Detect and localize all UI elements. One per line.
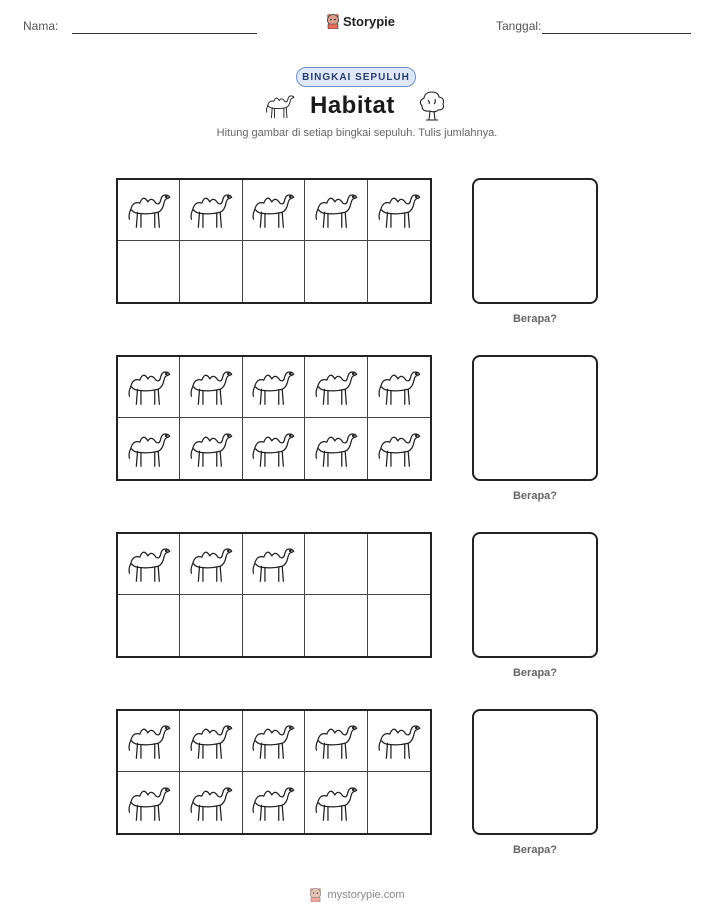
frame-cell bbox=[243, 180, 305, 241]
answer-prompt-1: Berapa? bbox=[512, 313, 558, 325]
frame-cell bbox=[180, 772, 242, 833]
frame-cell bbox=[118, 241, 180, 302]
answer-box-2[interactable] bbox=[472, 355, 598, 481]
frame-cell bbox=[180, 711, 242, 772]
camel-icon bbox=[126, 428, 172, 470]
frame-cell bbox=[243, 595, 305, 656]
footer bbox=[0, 887, 714, 902]
camel-icon bbox=[313, 189, 359, 231]
camel-icon bbox=[250, 428, 296, 470]
storypie-logo bbox=[326, 13, 395, 29]
camel-icon bbox=[376, 189, 422, 231]
camel-icon bbox=[376, 366, 422, 408]
frame-cell bbox=[118, 180, 180, 241]
bear-logo-icon bbox=[326, 13, 340, 29]
ten-frame-4 bbox=[116, 709, 432, 835]
page-title: Habitat bbox=[310, 92, 395, 119]
frame-cell bbox=[180, 241, 242, 302]
frame-cell bbox=[243, 772, 305, 833]
frame-cell bbox=[305, 534, 367, 595]
frame-cell bbox=[368, 357, 430, 418]
frame-cell bbox=[368, 711, 430, 772]
camel-icon bbox=[250, 366, 296, 408]
date-label: Tanggal: bbox=[496, 19, 542, 33]
camel-icon bbox=[250, 782, 296, 824]
footer-url[interactable]: mystorypie.com bbox=[327, 888, 405, 901]
camel-icon bbox=[188, 720, 234, 762]
frame-cell bbox=[305, 357, 367, 418]
frame-cell bbox=[243, 711, 305, 772]
frame-cell bbox=[180, 595, 242, 656]
camel-icon bbox=[188, 189, 234, 231]
ten-frame-3 bbox=[116, 532, 432, 658]
name-line[interactable] bbox=[72, 33, 257, 34]
frame-cell bbox=[180, 180, 242, 241]
section-badge: BINGKAI SEPULUH bbox=[296, 67, 416, 87]
frame-cell bbox=[118, 595, 180, 656]
frame-cell bbox=[368, 595, 430, 656]
camel-icon bbox=[188, 543, 234, 585]
frame-cell bbox=[243, 357, 305, 418]
frame-cell bbox=[305, 772, 367, 833]
camel-icon bbox=[188, 428, 234, 470]
frame-cell bbox=[305, 241, 367, 302]
frame-cell bbox=[305, 180, 367, 241]
bear-logo-icon bbox=[309, 887, 322, 902]
camel-icon bbox=[250, 543, 296, 585]
frame-cell bbox=[368, 418, 430, 479]
camel-icon bbox=[188, 366, 234, 408]
brand-name: Storypie bbox=[343, 13, 396, 29]
ten-frame-1 bbox=[116, 178, 432, 304]
frame-cell bbox=[243, 418, 305, 479]
frame-cell bbox=[118, 772, 180, 833]
frame-cell bbox=[243, 534, 305, 595]
frame-cell bbox=[118, 534, 180, 595]
frame-cell bbox=[368, 772, 430, 833]
answer-box-3[interactable] bbox=[472, 532, 598, 658]
answer-box-1[interactable] bbox=[472, 178, 598, 304]
camel-icon bbox=[126, 720, 172, 762]
frame-cell bbox=[368, 534, 430, 595]
camel-icon bbox=[188, 782, 234, 824]
camel-icon bbox=[376, 720, 422, 762]
camel-icon bbox=[126, 366, 172, 408]
camel-icon bbox=[313, 428, 359, 470]
frame-cell bbox=[243, 241, 305, 302]
camel-icon bbox=[313, 720, 359, 762]
frame-cell bbox=[368, 180, 430, 241]
camel-icon bbox=[313, 366, 359, 408]
tree-icon bbox=[418, 90, 446, 122]
name-label: Nama: bbox=[23, 19, 59, 33]
instructions: Hitung gambar di setiap bingkai sepuluh. Tulis jumlahnya. bbox=[216, 127, 498, 139]
answer-prompt-2: Berapa? bbox=[512, 490, 558, 502]
frame-cell bbox=[180, 357, 242, 418]
ten-frame-2 bbox=[116, 355, 432, 481]
frame-cell bbox=[180, 418, 242, 479]
camel-icon bbox=[250, 189, 296, 231]
answer-prompt-3: Berapa? bbox=[512, 667, 558, 679]
frame-cell bbox=[118, 418, 180, 479]
frame-cell bbox=[118, 711, 180, 772]
frame-cell bbox=[305, 418, 367, 479]
date-line[interactable] bbox=[542, 33, 691, 34]
frame-cell bbox=[305, 595, 367, 656]
frame-cell bbox=[118, 357, 180, 418]
camel-icon bbox=[264, 92, 296, 120]
camel-icon bbox=[250, 720, 296, 762]
frame-cell bbox=[305, 711, 367, 772]
answer-box-4[interactable] bbox=[472, 709, 598, 835]
camel-icon bbox=[126, 189, 172, 231]
frame-cell bbox=[180, 534, 242, 595]
camel-icon bbox=[313, 782, 359, 824]
answer-prompt-4: Berapa? bbox=[512, 844, 558, 856]
camel-icon bbox=[126, 543, 172, 585]
camel-icon bbox=[376, 428, 422, 470]
frame-cell bbox=[368, 241, 430, 302]
camel-icon bbox=[126, 782, 172, 824]
